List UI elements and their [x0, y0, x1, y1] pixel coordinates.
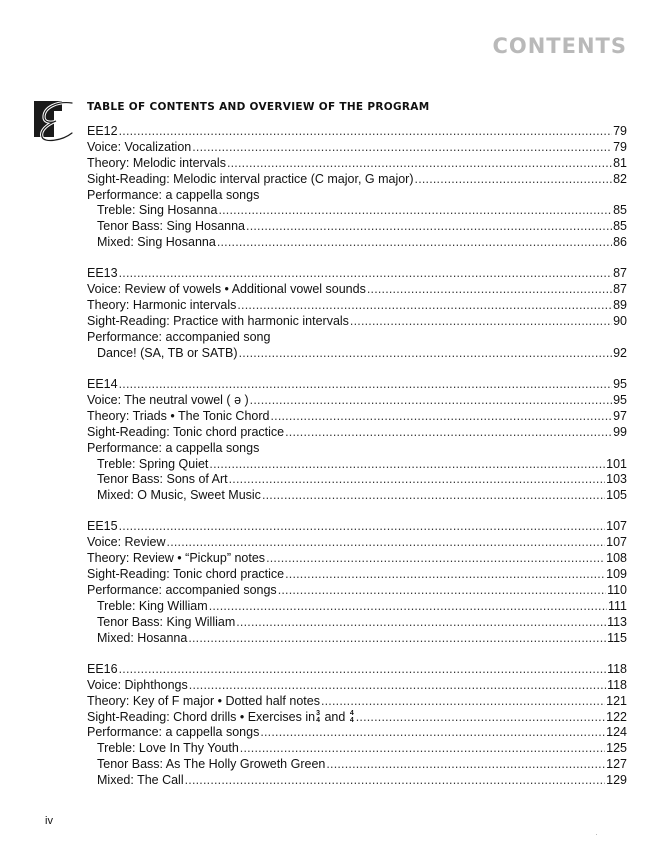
toc-page-number: 79 — [613, 139, 627, 154]
dot-leader — [119, 519, 606, 535]
table-of-contents — [87, 124, 627, 789]
dot-leader — [189, 678, 606, 694]
toc-entry-title: Tenor Bass: Sing Hosanna — [97, 219, 246, 234]
toc-page-number: 113 — [607, 614, 627, 629]
time-signature-bottom: 4 — [349, 717, 354, 725]
dot-leader — [266, 551, 605, 567]
toc-page-number: 95 — [613, 377, 627, 392]
toc-page-number: 99 — [613, 424, 627, 439]
toc-entry[interactable] — [87, 741, 627, 757]
toc-entry-title: Performance: a cappella songs — [87, 725, 260, 740]
toc-page-number: 118 — [607, 661, 627, 676]
dot-leader — [367, 282, 612, 298]
time-signatures — [315, 710, 355, 726]
toc-entry[interactable] — [87, 773, 627, 789]
toc-entry-title: Sight-Reading: Practice with harmonic intervals — [87, 314, 349, 329]
dot-leader — [278, 583, 606, 599]
toc-entry-title: EE14 — [87, 377, 118, 392]
toc-unit-heading[interactable] — [87, 124, 627, 140]
dot-leader — [167, 535, 606, 551]
toc-page-number: 124 — [606, 725, 627, 740]
toc-page-number: 107 — [606, 535, 627, 550]
toc-page-number: 105 — [606, 488, 627, 503]
toc-entry-title: Dance! (SA, TB or SATB) — [97, 345, 238, 360]
page-title: CONTENTS — [492, 34, 627, 58]
toc-entry-title: Voice: Review — [87, 535, 166, 550]
toc-entry-title: Performance: a cappella songs — [87, 187, 260, 202]
toc-page-number: 79 — [613, 124, 627, 138]
toc-entry-title: Tenor Bass: Sons of Art — [97, 472, 228, 487]
toc-entry[interactable] — [87, 757, 627, 773]
dot-leader — [192, 140, 612, 156]
toc-entry-title: Sight-Reading: Tonic chord practice — [87, 424, 285, 439]
toc-entry[interactable] — [87, 219, 627, 235]
dot-leader — [209, 599, 607, 615]
toc-entry-title: Treble: King William — [97, 598, 208, 613]
toc-entry-title: Sight-Reading: Tonic chord practice — [87, 567, 285, 582]
toc-page-number: 129 — [606, 773, 627, 788]
toc-entry[interactable] — [87, 188, 627, 204]
dot-leader — [218, 203, 612, 219]
dot-leader — [229, 472, 606, 488]
toc-page-number: 87 — [613, 282, 627, 297]
dot-leader — [209, 457, 605, 473]
time-signature — [316, 710, 320, 724]
dot-leader — [350, 314, 612, 330]
toc-page-number: 107 — [606, 519, 627, 534]
toc-page-number: 125 — [606, 741, 627, 756]
toc-entry[interactable] — [87, 551, 627, 567]
toc-page-number: 85 — [613, 219, 627, 234]
dot-leader — [119, 266, 613, 282]
toc-page-number: 82 — [613, 171, 627, 186]
toc-entry[interactable] — [87, 441, 627, 457]
toc-entry[interactable] — [87, 235, 627, 251]
toc-entry-title: Voice: Diphthongs — [87, 677, 188, 692]
toc-entry[interactable] — [87, 583, 627, 599]
toc-entry[interactable] — [87, 678, 627, 694]
toc-page-number: 118 — [607, 677, 627, 692]
ee-logo-icon — [32, 97, 78, 143]
toc-page-number: 92 — [613, 345, 627, 360]
toc-page-number: 115 — [607, 630, 627, 645]
section-gap — [87, 362, 627, 377]
toc-entry-title: Tenor Bass: As The Holly Groweth Green — [97, 757, 326, 772]
toc-entry-title: Mixed: Sing Hosanna — [97, 235, 216, 250]
toc-entry-title: EE16 — [87, 661, 118, 676]
toc-entry-title: Treble: Sing Hosanna — [97, 203, 218, 218]
toc-unit-heading[interactable] — [87, 266, 627, 282]
toc-entry[interactable] — [87, 156, 627, 172]
dot-leader — [356, 710, 605, 726]
toc-entry[interactable] — [87, 615, 627, 631]
dot-leader — [250, 393, 612, 409]
toc-entry[interactable] — [87, 425, 627, 441]
dot-leader — [246, 219, 612, 235]
toc-page-number: 108 — [606, 551, 627, 566]
toc-page-number: 95 — [613, 392, 627, 407]
time-signature-top: 4 — [349, 710, 354, 718]
toc-entry[interactable] — [87, 330, 627, 346]
toc-entry-title: Sight-Reading: Melodic interval practice (C major, G major) — [87, 171, 414, 186]
toc-entry-title: Treble: Spring Quiet — [97, 456, 209, 471]
toc-page-number: 111 — [607, 598, 627, 613]
section-gap — [87, 647, 627, 662]
toc-page-number: 121 — [606, 693, 627, 708]
toc-entry-title: Theory: Key of F major • Dotted half notes — [87, 693, 320, 708]
dot-leader — [119, 662, 606, 678]
section-gap — [87, 251, 627, 266]
toc-entry-title: Treble: Love In Thy Youth — [97, 741, 239, 756]
toc-entry[interactable] — [87, 346, 627, 362]
toc-entry[interactable] — [87, 694, 627, 710]
toc-entry[interactable] — [87, 282, 627, 298]
time-signature-bottom: 4 — [316, 717, 320, 725]
toc-entry-title: EE13 — [87, 266, 118, 281]
toc-entry[interactable] — [87, 488, 627, 504]
dot-leader — [260, 725, 605, 741]
toc-unit-heading[interactable] — [87, 662, 627, 678]
scan-speck — [596, 834, 597, 835]
dot-leader — [237, 298, 612, 314]
toc-entry[interactable] — [87, 140, 627, 156]
toc-page-number: 109 — [606, 567, 627, 582]
toc-entry[interactable] — [87, 314, 627, 330]
dot-leader — [239, 346, 613, 362]
dot-leader — [188, 631, 606, 647]
toc-entry[interactable] — [87, 725, 627, 741]
toc-entry[interactable] — [87, 457, 627, 473]
toc-entry-title: Theory: Triads • The Tonic Chord — [87, 408, 270, 423]
dot-leader — [217, 235, 612, 251]
toc-unit-heading[interactable] — [87, 519, 627, 535]
time-signature-top: 3 — [316, 710, 320, 718]
toc-page-number: 89 — [613, 298, 627, 313]
toc-entry-title: Performance: a cappella songs — [87, 440, 260, 455]
toc-entry-title: Voice: Review of vowels • Additional vowel sounds — [87, 282, 366, 297]
dot-leader — [227, 156, 612, 172]
toc-page-number: 101 — [606, 456, 627, 471]
toc-entry-title: Theory: Harmonic intervals — [87, 298, 237, 313]
toc-entry-title: Mixed: The Call — [97, 773, 184, 788]
toc-entry[interactable] — [87, 298, 627, 314]
toc-entry[interactable] — [87, 535, 627, 551]
toc-entry-title: Mixed: O Music, Sweet Music — [97, 488, 261, 503]
toc-entry[interactable] — [87, 472, 627, 488]
toc-entry-title: Mixed: Hosanna — [97, 630, 188, 645]
dot-leader — [240, 741, 605, 757]
toc-entry[interactable] — [87, 599, 627, 615]
toc-page-number: 110 — [607, 583, 627, 598]
dot-leader — [262, 488, 605, 504]
section-gap — [87, 504, 627, 519]
toc-page-number: 103 — [606, 472, 627, 487]
toc-entry[interactable] — [87, 710, 627, 726]
time-signature — [350, 710, 354, 724]
toc-page-number: 90 — [613, 314, 627, 329]
toc-entry-title: Voice: Vocalization — [87, 139, 192, 154]
toc-page-number: 87 — [613, 266, 627, 281]
toc-entry-title: EE15 — [87, 519, 118, 534]
dot-leader — [285, 567, 605, 583]
toc-entry-title: Performance: accompanied song — [87, 329, 271, 344]
toc-entry-title: Theory: Review • “Pickup” notes — [87, 551, 266, 566]
toc-entry[interactable] — [87, 409, 627, 425]
toc-heading: TABLE OF CONTENTS AND OVERVIEW OF THE PROGRAM — [87, 101, 430, 113]
dot-leader — [270, 409, 612, 425]
meter-joiner: and — [324, 709, 346, 724]
toc-page-number: 85 — [613, 203, 627, 218]
toc-entry[interactable] — [87, 567, 627, 583]
toc-unit-heading[interactable] — [87, 377, 627, 393]
toc-entry[interactable] — [87, 393, 627, 409]
dot-leader — [119, 124, 613, 140]
toc-entry[interactable] — [87, 172, 627, 188]
toc-entry-title: Sight-Reading: Chord drills • Exercises in — [87, 709, 316, 724]
toc-entry-title: Tenor Bass: King William — [97, 614, 236, 629]
toc-page-number: 97 — [613, 408, 627, 423]
dot-leader — [185, 773, 606, 789]
page-number: iv — [45, 815, 53, 827]
dot-leader — [285, 425, 612, 441]
toc-entry-title: Performance: accompanied songs — [87, 583, 277, 598]
dot-leader — [326, 757, 605, 773]
toc-entry[interactable] — [87, 631, 627, 647]
toc-page-number: 81 — [613, 155, 627, 170]
dot-leader — [119, 377, 613, 393]
toc-page-number: 122 — [606, 709, 627, 724]
toc-entry-title: Theory: Melodic intervals — [87, 155, 226, 170]
toc-page-number: 86 — [613, 235, 627, 250]
toc-entry-title: Voice: The neutral vowel ( ə ) — [87, 392, 249, 407]
dot-leader — [415, 172, 613, 188]
dot-leader — [236, 615, 606, 631]
dot-leader — [321, 694, 605, 710]
toc-entry[interactable] — [87, 203, 627, 219]
toc-entry-title: EE12 — [87, 124, 118, 138]
toc-page-number: 127 — [606, 757, 627, 772]
